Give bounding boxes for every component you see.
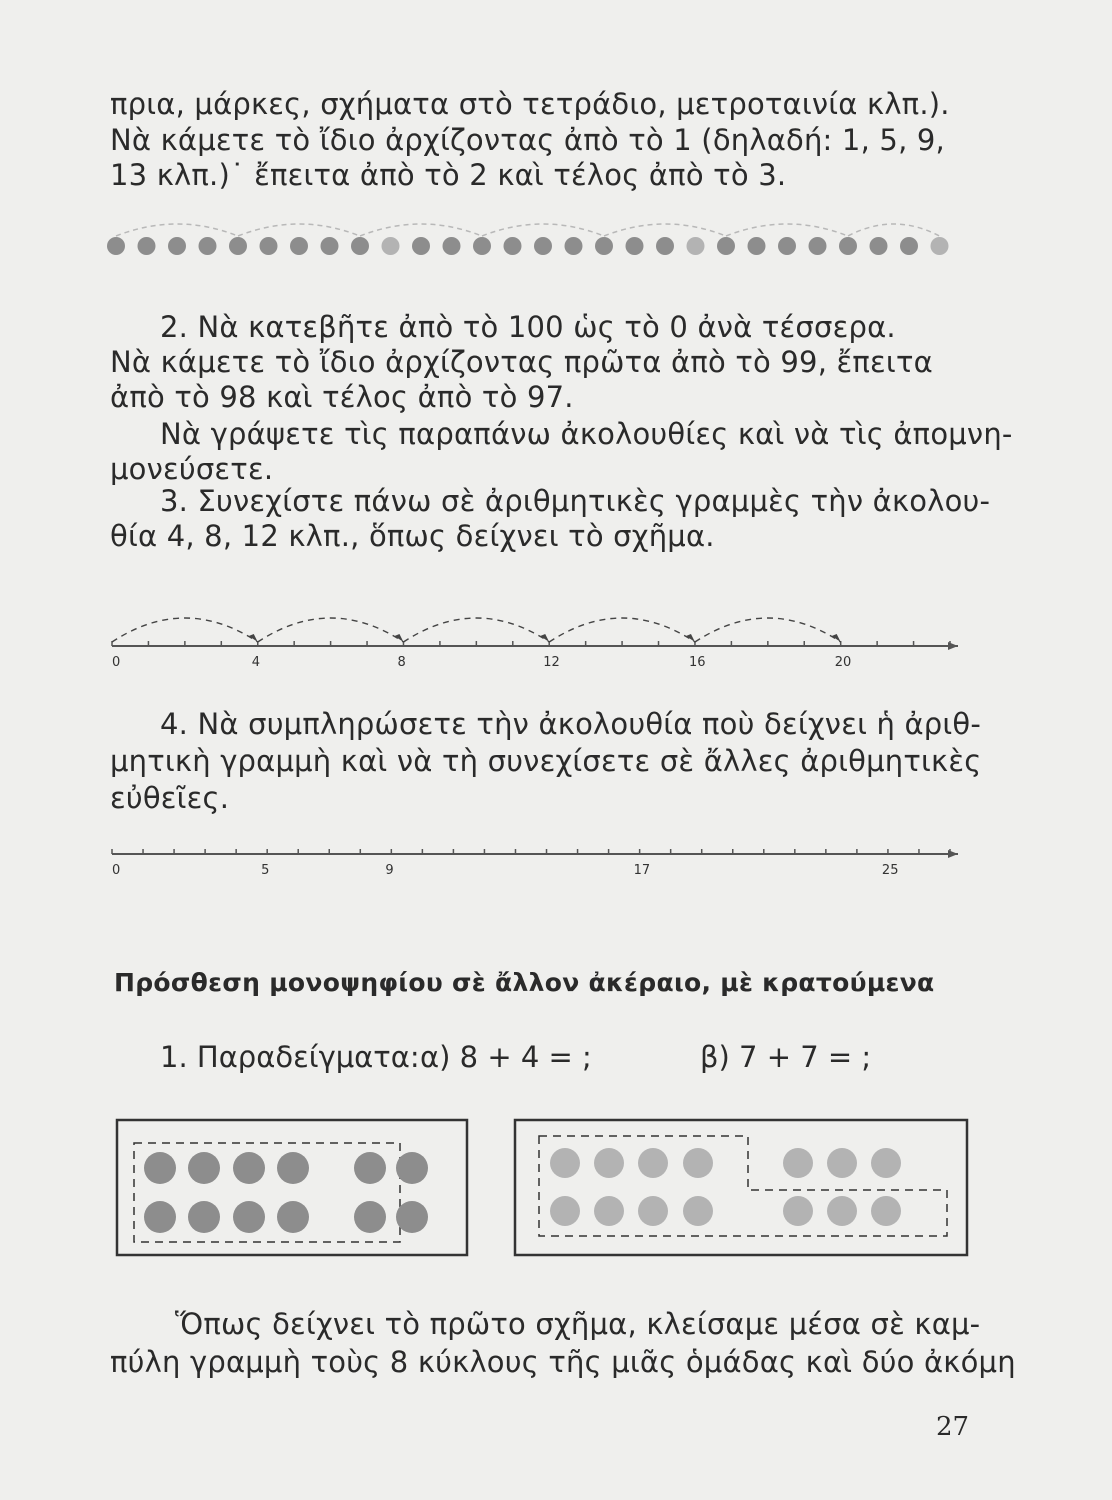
- dot-row-dot: [809, 237, 827, 255]
- dot-row-dot: [778, 237, 796, 255]
- dot-row-dot: [260, 237, 278, 255]
- exercise-4-line: μητικὴ γραμμὴ καὶ νὰ τὴ συνεχίσετε σὲ ἄλλες ἀριθμητικὲς: [110, 744, 982, 778]
- example-a-figure: [112, 1118, 472, 1258]
- exercise-3-line: 3. Συνεχίστε πάνω σὲ ἀριθμητικὲς γραμμὲς τὴν ἀκολου-: [160, 484, 991, 518]
- number-line-label: 0: [112, 863, 121, 878]
- dot-row-dot: [717, 237, 735, 255]
- dot-row-dot: [412, 237, 430, 255]
- number-line-jump-arc: [258, 618, 404, 642]
- dot-row-dot: [595, 237, 613, 255]
- dot-row-dot: [321, 237, 339, 255]
- dot-row-arc: [238, 224, 360, 236]
- dot-row-dot: [565, 237, 583, 255]
- dot-row-arc: [848, 224, 940, 236]
- dot-row-dot: [931, 237, 949, 255]
- dot-row-dot: [504, 237, 522, 255]
- number-line-label: 20: [834, 655, 852, 670]
- number-line-label: 5: [261, 863, 270, 878]
- number-line-label: 9: [385, 863, 394, 878]
- exercise-2-line: ἀπὸ τὸ 98 καὶ τέλος ἀπὸ τὸ 97.: [110, 380, 574, 414]
- number-line-label: 8: [397, 655, 406, 670]
- dot-row-dot: [534, 237, 552, 255]
- closing-line: πύλη γραμμὴ τοὺς 8 κύκλους τῆς μιᾶς ὁμάδας καὶ δύο ἀκόμη: [110, 1345, 1016, 1379]
- dot-row-arc: [116, 224, 238, 236]
- dot-row-dot: [443, 237, 461, 255]
- dot-row-dot: [656, 237, 674, 255]
- number-line-jump-arc: [549, 618, 695, 642]
- page-number: 27: [936, 1412, 970, 1442]
- number-line-label: 17: [633, 863, 651, 878]
- example-b: β) 7 + 7 = ;: [700, 1040, 872, 1074]
- dot-row-dot: [900, 237, 918, 255]
- dot-row-dot: [687, 237, 705, 255]
- dot-row-dot: [382, 237, 400, 255]
- number-line-label: 4: [251, 655, 261, 670]
- dot-row-dot: [229, 237, 247, 255]
- examples-intro: 1. Παραδείγματα:: [160, 1040, 420, 1074]
- exercise-2-line: Νὰ γράψετε τὶς παραπάνω ἀκολουθίες καὶ νὰ τὶς ἀπομνη-: [160, 417, 1013, 451]
- number-line-jump-arc: [403, 618, 549, 642]
- dot-row-dot: [626, 237, 644, 255]
- dot-row-dot: [199, 237, 217, 255]
- dot-row-arc: [726, 224, 848, 236]
- dot-group-7-top: [550, 1148, 901, 1178]
- closing-line: Ὅπως δείχνει τὸ πρῶτο σχῆμα, κλείσαμε μέσα σὲ καμ-: [175, 1307, 981, 1341]
- dot-row-dot: [290, 237, 308, 255]
- dot-row-arc: [604, 224, 726, 236]
- dot-row-dot: [138, 237, 156, 255]
- dot-row-dot: [351, 237, 369, 255]
- text-line: 13 κλπ.)˙ ἔπειτα ἀπὸ τὸ 2 καὶ τέλος ἀπὸ τὸ 3.: [110, 158, 787, 192]
- example-b-figure: [513, 1118, 973, 1258]
- dot-row-dot: [870, 237, 888, 255]
- section-heading: Πρόσθεση μονοψηφίου σὲ ἄλλον ἀκέραιο, μὲ κρατούμενα: [114, 968, 935, 997]
- dot-row-arc: [360, 224, 482, 236]
- exercise-2-line: μονεύσετε.: [110, 452, 274, 486]
- number-line-jump-arc: [112, 618, 258, 642]
- dot-row-figure: [108, 212, 953, 272]
- example-a: α) 8 + 4 = ;: [420, 1040, 592, 1074]
- number-line-jump-arc: [695, 618, 841, 642]
- dot-row-dot: [473, 237, 491, 255]
- dot-group-8: [144, 1152, 309, 1233]
- exercise-4-line: εὐθεῖες.: [110, 781, 230, 815]
- dot-row-arc: [482, 224, 604, 236]
- number-line-label: 16: [688, 655, 706, 670]
- text-line: Νὰ κάμετε τὸ ἴδιο ἀρχίζοντας ἀπὸ τὸ 1 (δηλαδή: 1, 5, 9,: [110, 123, 945, 157]
- dot-row-dot: [839, 237, 857, 255]
- number-line-label: 25: [881, 863, 899, 878]
- dot-row-dot: [168, 237, 186, 255]
- dot-row-dot: [107, 237, 125, 255]
- dot-group-4: [354, 1152, 428, 1233]
- dot-group-7-bottom: [550, 1196, 901, 1226]
- text-line: πρια, μάρκες, σχήματα στὸ τετράδιο, μετροταινία κλπ.).: [110, 87, 950, 121]
- exercise-4-line: 4. Νὰ συμπληρώσετε τὴν ἀκολουθία ποὺ δείχνει ἡ ἀριθ-: [160, 707, 982, 741]
- exercise-3-line: θία 4, 8, 12 κλπ., ὅπως δείχνει τὸ σχῆμα.: [110, 519, 715, 553]
- exercise-2-line: 2. Νὰ κατεβῆτε ἀπὸ τὸ 100 ὡς τὸ 0 ἀνὰ τέσσερα.: [160, 310, 896, 344]
- dot-row-dot: [748, 237, 766, 255]
- number-line-1: [108, 606, 964, 676]
- exercise-2-line: Νὰ κάμετε τὸ ἴδιο ἀρχίζοντας πρῶτα ἀπὸ τὸ 99, ἔπειτα: [110, 345, 933, 379]
- number-line-2: [108, 846, 964, 886]
- number-line-label: 0: [112, 655, 121, 670]
- number-line-label: 12: [543, 655, 560, 670]
